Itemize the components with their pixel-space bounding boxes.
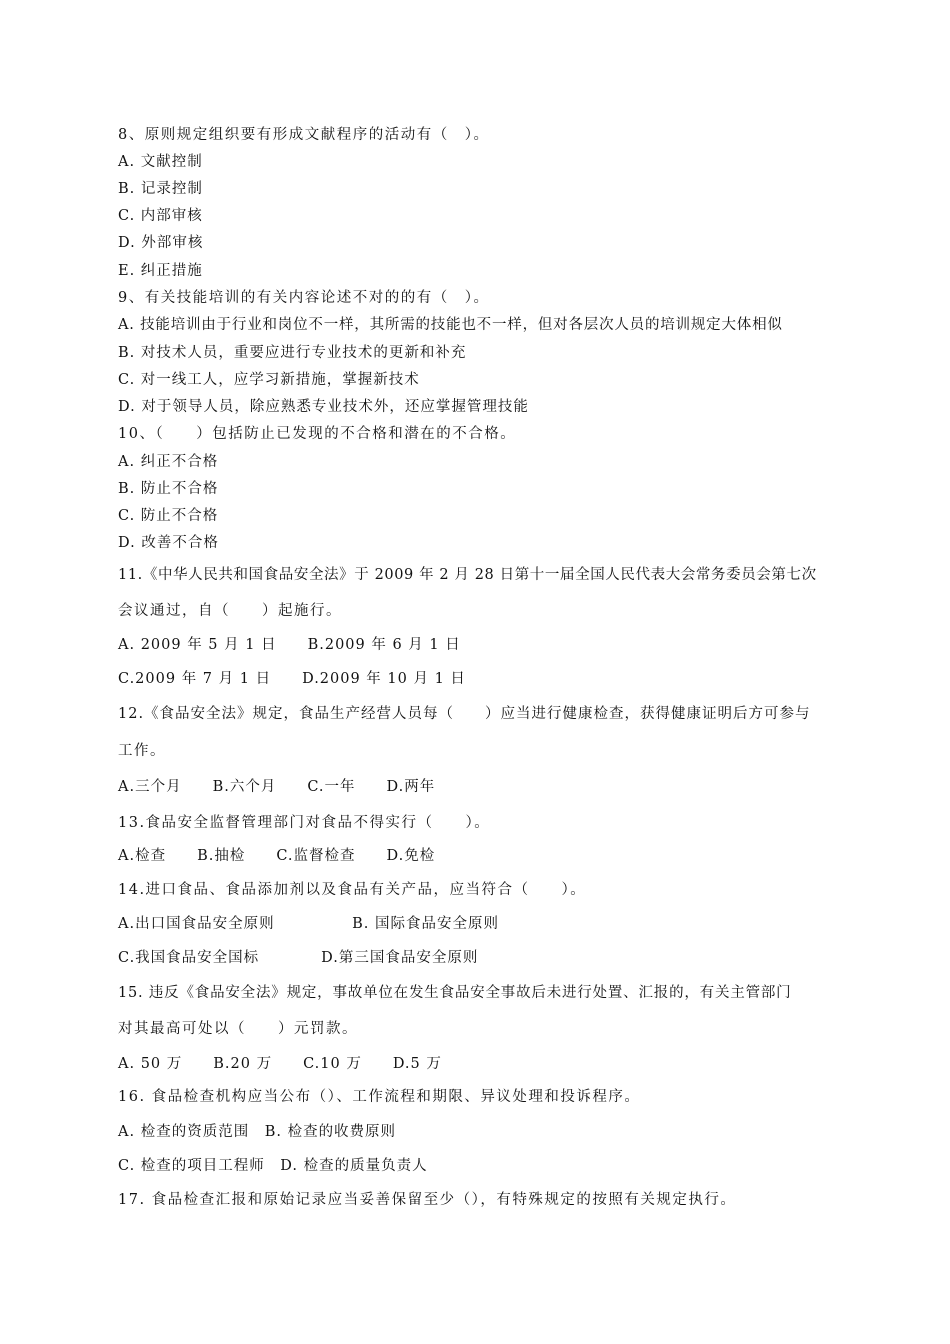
q11-options-cd: C.2009 年 7 月 1 日 D.2009 年 10 月 1 日	[118, 671, 466, 687]
q10-option-b: B. 防止不合格	[118, 481, 219, 497]
q8-option-b: B. 记录控制	[118, 181, 203, 197]
question-15-stem: 15. 违反《食品安全法》规定，事故单位在发生食品安全事故后未进行处置、汇报的，有关主管部门	[118, 985, 792, 1001]
q14-options-cd: C.我国食品安全国标 D.第三国食品安全原则	[118, 950, 479, 966]
q16-options-cd: C. 检查的项目工程师 D. 检查的质量负责人	[118, 1158, 428, 1174]
q10-option-d: D. 改善不合格	[118, 535, 219, 551]
q12-options: A.三个月 B.六个月 C.一年 D.两年	[118, 779, 436, 795]
q10-option-a: A. 纠正不合格	[118, 454, 219, 470]
q15-options: A. 50 万 B.20 万 C.10 万 D.5 万	[118, 1056, 442, 1072]
q11-options-ab: A. 2009 年 5 月 1 日 B.2009 年 6 月 1 日	[118, 637, 461, 653]
question-10-stem: 10、（ ）包括防止已发现的不合格和潜在的不合格。	[118, 426, 517, 442]
question-8-stem: 8、原则规定组织要有形成文献程序的活动有（ ）。	[118, 127, 490, 143]
q9-option-b: B. 对技术人员，重要应进行专业技术的更新和补充	[118, 345, 467, 361]
q8-option-e: E. 纠正措施	[118, 263, 203, 279]
question-11-stem: 11.《中华人民共和国食品安全法》于 2009 年 2 月 28 日第十一届全国人民代表大会常务委员会第七次	[118, 567, 817, 583]
question-15-stem-cont: 对其最高可处以（ ）元罚款。	[118, 1021, 358, 1037]
q10-option-c: C. 防止不合格	[118, 508, 219, 524]
question-16-stem: 16. 食品检查机构应当公布（）、工作流程和期限、异议处理和投诉程序。	[118, 1089, 641, 1105]
q8-option-a: A. 文献控制	[118, 154, 203, 170]
q8-option-d: D. 外部审核	[118, 235, 204, 251]
q9-option-a: A. 技能培训由于行业和岗位不一样，其所需的技能也不一样，但对各层次人员的培训规定大体相似	[118, 317, 783, 333]
q9-option-c: C. 对一线工人，应学习新措施，掌握新技术	[118, 372, 420, 388]
question-12-stem-cont: 工作。	[118, 743, 166, 759]
question-9-stem: 9、有关技能培训的有关内容论述不对的的有（ ）。	[118, 290, 490, 306]
question-12-stem: 12.《食品安全法》规定，食品生产经营人员每（ ）应当进行健康检查，获得健康证明后方可参与	[118, 706, 811, 722]
q9-option-d: D. 对于领导人员，除应熟悉专业技术外，还应掌握管理技能	[118, 399, 529, 415]
q13-options: A.检查 B.抽检 C.监督检查 D.免检	[118, 848, 436, 864]
question-13-stem: 13.食品安全监督管理部门对食品不得实行（ ）。	[118, 815, 491, 831]
question-11-stem-cont: 会议通过，自（ ）起施行。	[118, 603, 342, 619]
q16-options-ab: A. 检查的资质范围 B. 检查的收费原则	[118, 1124, 397, 1140]
q14-options-ab: A.出口国食品安全原则 B. 国际食品安全原则	[118, 916, 499, 932]
question-17-stem: 17. 食品检查汇报和原始记录应当妥善保留至少（），有特殊规定的按照有关规定执行。	[118, 1192, 737, 1208]
q8-option-c: C. 内部审核	[118, 208, 203, 224]
question-14-stem: 14.进口食品、食品添加剂以及食品有关产品，应当符合（ ）。	[118, 882, 587, 898]
